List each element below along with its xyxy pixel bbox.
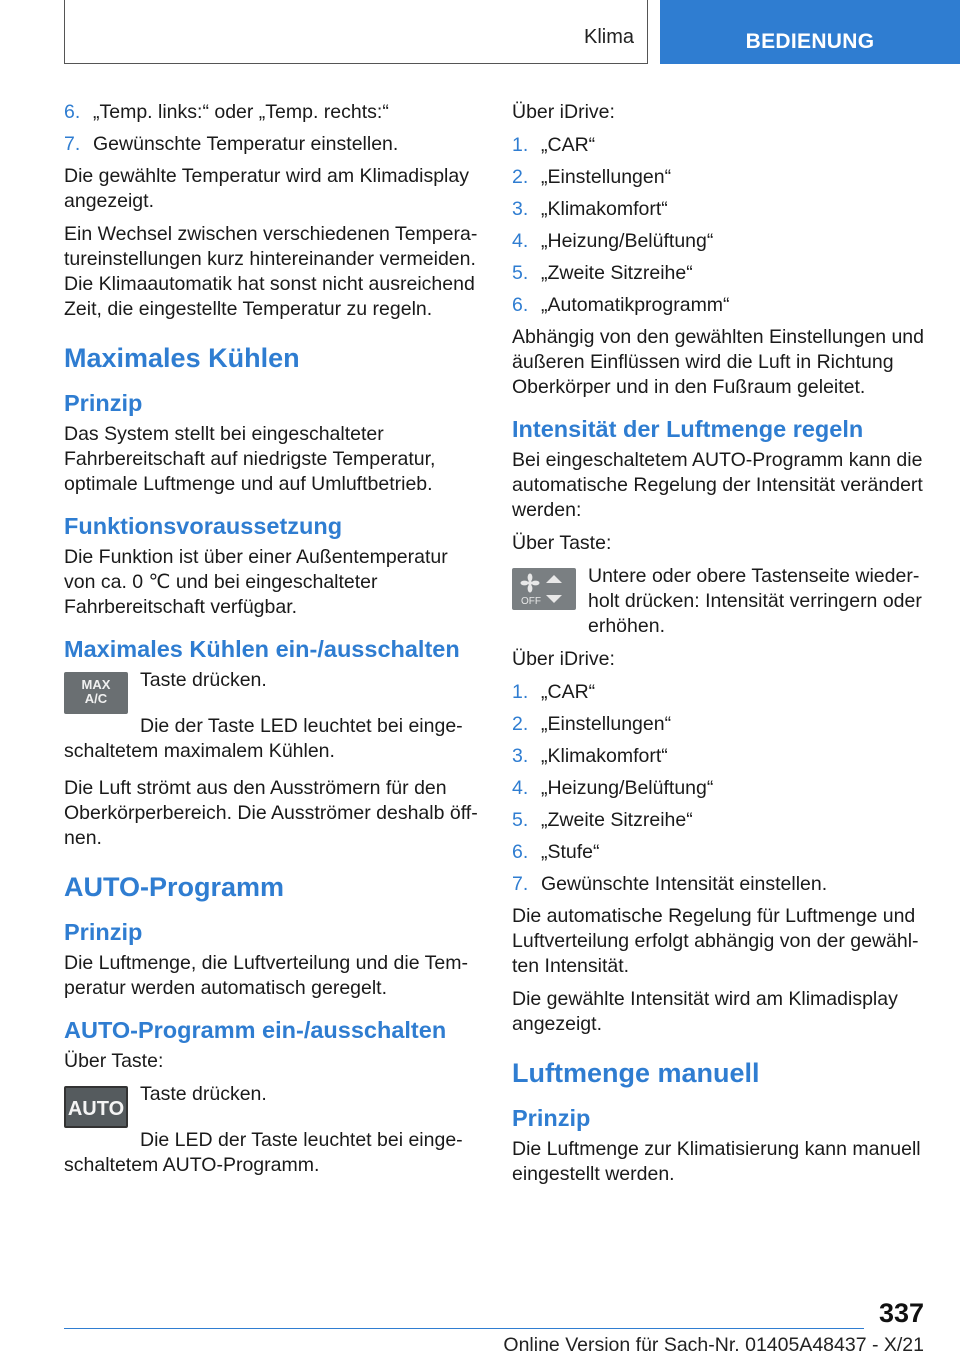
paragraph: Über Taste: (64, 1050, 164, 1072)
list-item: 6. „Automatikprogramm“ (512, 294, 730, 316)
section-tab: BEDIENUNG (660, 0, 960, 64)
chapter-title: Klima (583, 26, 634, 48)
paragraph: Die der Taste LED leuchtet bei eingeschaltetem maximalem Kühlen. (64, 715, 463, 762)
list-item: 1. „CAR“ (512, 134, 596, 156)
right-column (512, 100, 924, 1195)
max-ac-instruction (64, 668, 484, 718)
paragraph: Die Luftmenge zur Klimatisierung kann manuell eingestellt werden. (512, 1138, 921, 1185)
list-item: 5. „Zweite Sitzreihe“ (512, 809, 693, 831)
paragraph: Taste drücken. (140, 669, 267, 691)
fan-button-icon (512, 568, 576, 610)
page-number: 337 (878, 1298, 924, 1328)
list-item: 3. „Klimakomfort“ (512, 198, 668, 220)
heading-auto-programm: AUTO-Programm (64, 872, 285, 902)
heading-prinzip: Prinzip (64, 390, 143, 416)
heading-maximales-kuehlen: Maximales Kühlen (64, 343, 300, 373)
heading-intensitaet: Intensität der Luftmenge regeln (512, 416, 864, 442)
list-item: 5. „Zweite Sitzreihe“ (512, 262, 693, 284)
header-box (64, 0, 648, 64)
list-item: 7. Gewünschte Intensität einstellen. (512, 873, 828, 895)
list-item: 3. „Klimakomfort“ (512, 745, 668, 767)
heading-luftmenge-manuell: Luftmenge manuell (512, 1058, 760, 1088)
heading-auto-onoff: AUTO-Programm ein-/ausschalten (64, 1017, 447, 1043)
fan-instruction (512, 564, 924, 639)
paragraph: Die Funktion ist über einer Außentemperatur von ca. 0 ℃ und bei eingeschalteter Fahrbereitschaft verfügbar. (64, 546, 448, 618)
footer-text: Online Version für Sach-Nr. 01405A48437 - X/21 (503, 1334, 924, 1356)
list-item: 6. „Stufe“ (512, 841, 600, 863)
left-column (64, 100, 484, 1186)
heading-funktionsvoraussetzung: Funktionsvoraussetzung (64, 513, 343, 539)
paragraph: Über iDrive: (512, 101, 615, 123)
paragraph: Die Luft strömt aus den Ausströmern für den Oberkörperbereich. Die Ausströmer deshalb öffnen. (64, 777, 478, 849)
paragraph: Bei eingeschaltetem AUTO-Programm kann die automatische Regelung der Intensität verändert werden: (512, 449, 923, 521)
paragraph: Die Luftmenge, die Luftverteilung und die Temperatur werden automatisch geregelt. (64, 952, 468, 999)
list-item: 7. Gewünschte Temperatur einstellen. (64, 133, 399, 155)
paragraph: Über Taste: (512, 532, 612, 554)
auto-button-icon: AUTO (64, 1086, 128, 1128)
heading-prinzip: Prinzip (512, 1105, 591, 1131)
max-ac-button-icon: MAX A/C (64, 672, 128, 714)
heading-max-onoff: Maximales Kühlen ein-/ausschalten (64, 636, 460, 662)
paragraph: Untere oder obere Tastenseite wiederholt drücken: Intensität verringern oder erhöhen. (588, 565, 922, 637)
list-item: 1. „CAR“ (512, 681, 596, 703)
heading-prinzip: Prinzip (64, 919, 143, 945)
paragraph: Das System stellt bei eingeschalteter Fahrbereitschaft auf niedrigste Temperatur, optimale Luftmenge und auf Umluftbetrieb. (64, 423, 436, 495)
list-item: 4. „Heizung/Belüftung“ (512, 230, 714, 252)
paragraph: Die gewählte Temperatur wird am Klimadisplay angezeigt. (64, 165, 469, 212)
svg-text:OFF: OFF (521, 596, 541, 607)
paragraph: Die LED der Taste leuchtet bei eingeschaltetem AUTO-Programm. (64, 1129, 463, 1176)
list-item: 6. „Temp. links:“ oder „Temp. rechts:“ (64, 101, 389, 123)
paragraph: Ein Wechsel zwischen verschiedenen Temperatureinstellungen kurz hintereinander vermeiden. Die Klimaautomatik hat sonst nicht ausreichend Zeit, die eingestellte Temperatur zu regeln. (64, 223, 478, 320)
paragraph: Taste drücken. (140, 1083, 267, 1105)
paragraph: Die automatische Regelung für Luftmenge und Luftverteilung erfolgt abhängig von der gewählten Intensität. (512, 905, 919, 977)
footer-divider (64, 1328, 864, 1329)
list-item: 2. „Einstellungen“ (512, 166, 672, 188)
paragraph: Über iDrive: (512, 648, 615, 670)
paragraph: Abhängig von den gewählten Einstellungen und äußeren Einflüssen wird die Luft in Richtung Oberkörper und in den Fußraum geleitet. (512, 326, 924, 398)
list-item: 4. „Heizung/Belüftung“ (512, 777, 714, 799)
auto-instruction (64, 1082, 484, 1132)
list-item: 2. „Einstellungen“ (512, 713, 672, 735)
paragraph: Die gewählte Intensität wird am Klimadisplay angezeigt. (512, 988, 898, 1035)
